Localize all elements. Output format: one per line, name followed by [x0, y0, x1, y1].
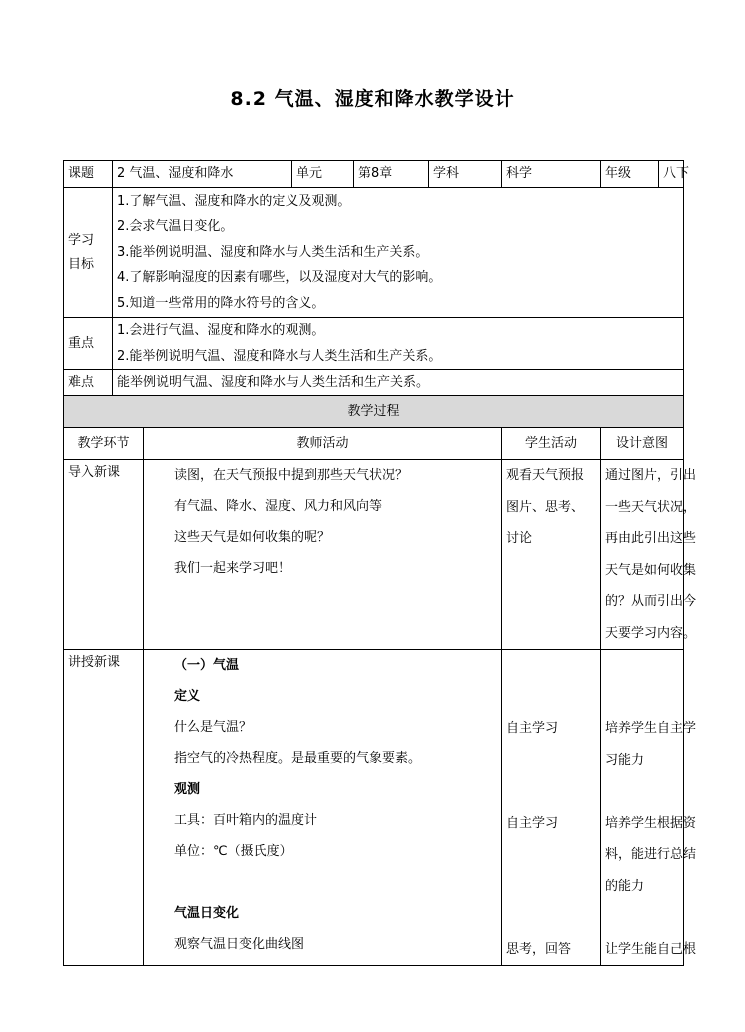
- design-line: 培养学生自主学: [605, 721, 697, 737]
- intro-row: [64, 460, 684, 650]
- intro-student-line: 讨论: [506, 531, 533, 547]
- unit-value: 第8章: [354, 161, 429, 188]
- intro-stage: 导入新课: [64, 460, 144, 650]
- intro-student: [502, 460, 601, 650]
- intro-design-line: 再由此引出这些: [605, 531, 697, 547]
- lecture-teacher: [144, 650, 502, 966]
- unit-label: 单元: [292, 161, 354, 188]
- design-line: 的能力: [605, 878, 645, 894]
- subject-value: 科学: [502, 161, 601, 188]
- lecture-design: [601, 650, 697, 966]
- process-header-row: [64, 396, 684, 428]
- lesson-label: 课题: [64, 161, 113, 188]
- key-point-item: 2.能举例说明气温、湿度和降水与人类生活和生产关系。: [117, 348, 442, 364]
- intro-design-line: 天气是如何收集: [605, 562, 697, 578]
- section-heading: （一）气温: [174, 658, 240, 674]
- objective-item: 2.会求气温日变化。: [117, 219, 234, 235]
- key-points-list: [113, 318, 684, 370]
- daily-heading: 气温日变化: [174, 906, 240, 922]
- intro-design-line: 天要学习内容。: [605, 625, 697, 641]
- objectives-row: [64, 188, 684, 318]
- design-line: 培养学生根据资: [605, 815, 697, 831]
- key-points-row: [64, 318, 684, 370]
- design-line: 料，能进行总结: [605, 847, 697, 863]
- definition-heading: 定义: [174, 689, 201, 705]
- objectives-label: [64, 188, 113, 318]
- key-points-label: 重点: [64, 318, 113, 370]
- intro-teacher-line: 我们一起来学习吧！: [174, 561, 292, 577]
- column-student: 学生活动: [502, 428, 601, 460]
- difficulties-label: 难点: [64, 370, 113, 396]
- observe-unit: 单位：℃（摄氏度）: [174, 844, 293, 860]
- daily-text: 观察气温日变化曲线图: [174, 937, 305, 953]
- objectives-list: [113, 188, 684, 318]
- objective-item: 5.知道一些常用的降水符号的含义。: [117, 295, 325, 311]
- lecture-row: [64, 650, 684, 966]
- intro-design: [601, 460, 697, 650]
- objectives-label-line2: 目标: [68, 256, 95, 272]
- difficulties-row: [64, 370, 684, 396]
- grade-value: 八下: [659, 161, 684, 188]
- lecture-stage: 讲授新课: [64, 650, 144, 966]
- process-header: 教学过程: [64, 396, 684, 428]
- process-columns-row: [64, 428, 684, 460]
- page-title: 8.2 气温、湿度和降水教学设计: [230, 88, 515, 110]
- subject-label: 学科: [429, 161, 502, 188]
- student-think: 思考，回答: [506, 941, 572, 957]
- intro-design-line: 一些天气状况，: [605, 499, 697, 515]
- student-self-study: 自主学习: [506, 815, 559, 831]
- objective-item: 4.了解影响湿度的因素有哪些，以及湿度对大气的影响。: [117, 270, 442, 286]
- key-point-item: 1.会进行气温、湿度和降水的观测。: [117, 323, 325, 338]
- objectives-label-line1: 学习: [68, 232, 95, 248]
- intro-design-line: 通过图片，引出: [605, 468, 697, 484]
- intro-teacher-line: 有气温、降水、湿度、风力和风向等: [174, 499, 383, 515]
- column-teacher: 教师活动: [144, 428, 502, 460]
- intro-student-line: 图片、思考、: [506, 499, 585, 515]
- grade-label: 年级: [601, 161, 659, 188]
- intro-teacher-line: 这些天气是如何收集的呢？: [174, 530, 331, 546]
- definition-question: 什么是气温？: [174, 720, 253, 736]
- objective-item: 3.能举例说明温、湿度和降水与人类生活和生产关系。: [117, 244, 429, 260]
- observe-heading: 观测: [174, 782, 201, 798]
- definition-answer: 指空气的冷热程度。是最重要的气象要素。: [174, 751, 422, 767]
- intro-design-line: 的？从而引出今: [605, 594, 697, 610]
- intro-student-line: 观看天气预报: [506, 468, 585, 484]
- lesson-value: 2 气温、湿度和降水: [113, 161, 292, 188]
- intro-teacher-line: 读图，在天气预报中提到那些天气状况？: [174, 468, 409, 484]
- design-line: 让学生能自己根: [605, 941, 697, 957]
- lecture-student: [502, 650, 601, 966]
- design-line: 习能力: [605, 752, 645, 768]
- info-row: [64, 161, 684, 188]
- column-stage: 教学环节: [64, 428, 144, 460]
- intro-teacher: [144, 460, 502, 650]
- observe-tool: 工具：百叶箱内的温度计: [174, 813, 318, 829]
- difficulties-text: 能举例说明气温、湿度和降水与人类生活和生产关系。: [113, 370, 684, 396]
- column-design: 设计意图: [601, 428, 684, 460]
- objective-item: 1.了解气温、湿度和降水的定义及观测。: [117, 193, 351, 209]
- lesson-plan-table: [63, 160, 697, 966]
- student-self-study: 自主学习: [506, 721, 559, 737]
